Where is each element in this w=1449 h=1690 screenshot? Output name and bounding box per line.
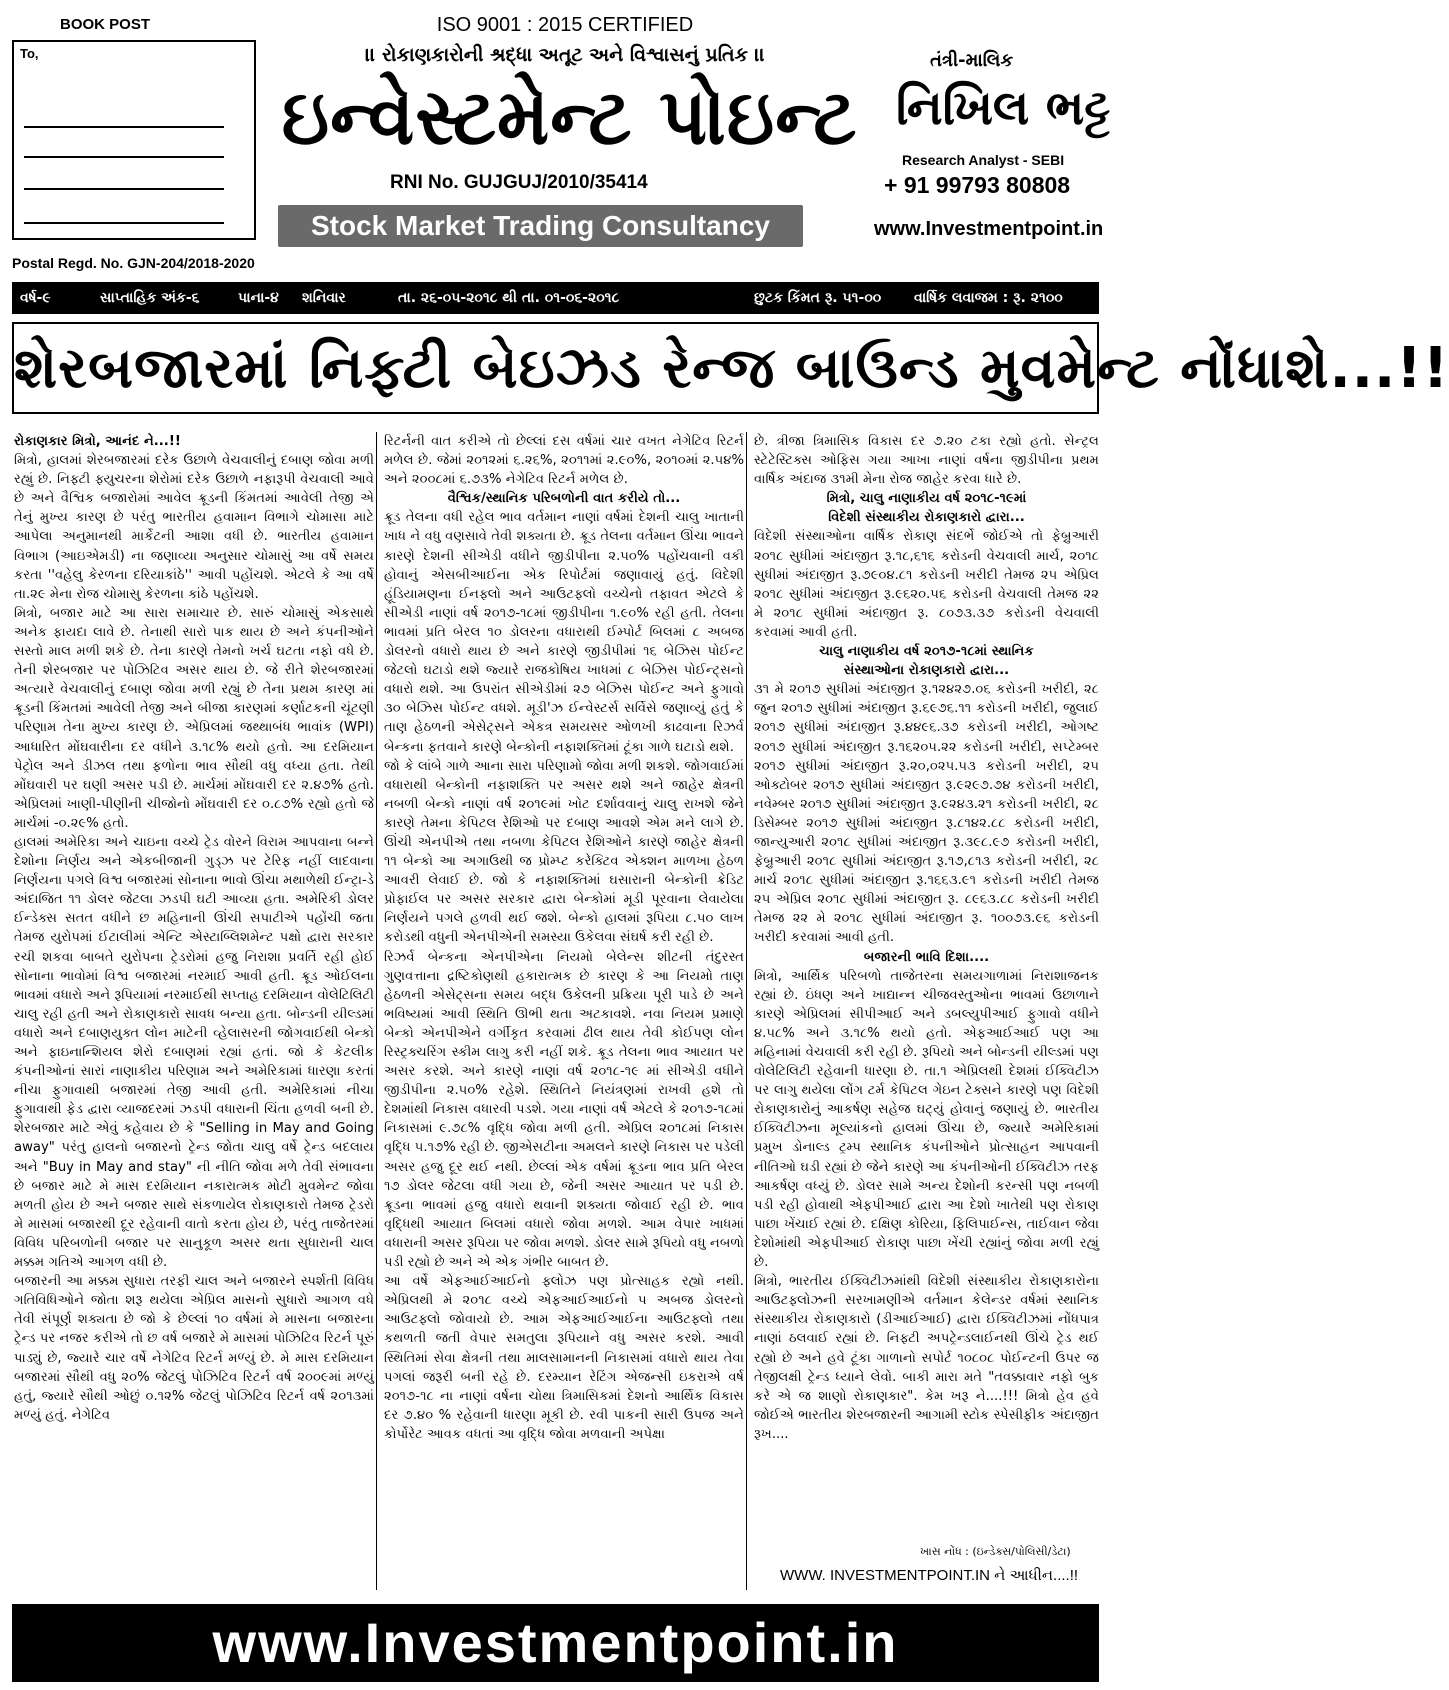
website-note-text: ને આધીન....!!: [994, 1567, 1079, 1584]
article-paragraph: છે. ત્રીજા ત્રિમાસિક વિકાસ દર ૭.૨૦ ટકા રહ્યો હતો. સેન્ટ્રલ સ્ટેટેસ્ટિક્સ ઓફિસ ગયા આખા નાણાં વર્ષના જીડીપીના પ્રથમ વાર્ષિક અંદાજ ૩૧મી મેના રોજ જાહેર કરવા ધારે છે.: [754, 434, 1099, 488]
address-to-label: To,: [20, 46, 39, 61]
article-subheading: ચાલુ નાણાકીય વર્ષ ૨૦૧૭-૧૮માં સ્થાનિક સંસ્થાઓના રોકાણકારો દ્વારા...: [819, 644, 1034, 679]
main-headline: શેરબજારમાં નિફ્ટી બેઇઝડ રેન્જ બાઉન્ડ મુવમેન્ટ નોંધાશે...!!: [14, 336, 1449, 401]
article-greeting: રોકાણકાર મિત્રો, આનંદ ને...!!: [14, 434, 181, 449]
column-divider: [746, 432, 747, 1590]
article-paragraph: હાલમાં અમેરિકા અને ચાઇના વચ્ચે ટ્રેડ વોરને વિરામ આપવાના બન્ને દેશોના નિર્ણય અને એકબીજાની ગુડ્ઝ પર ટેરિફ નહીં લાદવાના નિર્ણયના પગલે વિશ્વ બજારમાં સોનાના ભાવો ઊંચા મથાળેથી ઈન્ટ્રા-ડે અંદાજિત ૧૧ ડોલર જેટલા ઝડપી ઘટી આવ્યા હતા. અમેરિકી ડોલર ઈન્ડેક્સ સતત વધીને છ મહિનાની ઊંચી સપાટીએ પહોંચી જતા તેમજ યુરોપમાં ઈટાલીમાં એન્ટિ એસ્ટાબ્લિશમેન્ટ પક્ષો દ્વારા સરકાર રચી શકવા બાબતે યુરોપના ટ્રેડરોમાં હજુ નિરાશા પ્રવર્તિ રહી હોઈ સોનાના ભાવોમાં વિશ્વ બજારમાં નરમાઈ આવી હતી. ક્રૂડ ઓઈલના ભાવમાં વધારો અને રૂપિયામાં નરમાઈથી સપ્તાહ દરમિયાન વોલેટિલિટી ચાલુ રહી હતી અને રોકાણકારો સાવધ બન્યા હતા. બોન્ડની યીલ્ડમાં વધારો અને દબાણયુક્ત લોન માટેની વ્હેલાસરની જોગવાઈથી બેન્કો અને ફાઇનાન્શિયલ શેરો દબાણમાં રહ્યાં હતાં. જો કે કેટલીક કંપનીઓનાં સારાં નાણાકીય પરિણામ અને અમેરિકામાં ધારણા કરતાં નીચા ફુગાવાથી બજારમાં તેજી આવી હતી. અમેરિકામાં નીચા ફુગાવાથી ફેડ દ્વારા વ્યાજદરમાં ઝડપી વધારાની ચિંતા હળવી બની છે. શેરબજાર માટે એવું કહેવાય છે કે "Selling in May and Going away" પરંતુ હાલનો બજારનો ટ્રેન્ડ જોતા ચાલુ વર્ષે ટ્રેન્ડ બદલાય અને "Buy in May and stay" ની નીતિ જોવા મળે તેવી સંભાવના છે બજાર માટે મે માસ દરમિયાન નકારાત્મક મોટી મુવમેન્ટ જોવા મળતી હોય છે અને બજાર સાથે સંકળાયેલ રોકાણકારો તેમજ ટ્રેડરો મે માસમાં બજારથી દૂર રહેવાની વાતો કરતા હોય છે, પરંતુ તાજેતરમાં વિવિધ પરિબળોની બજાર પર સાનુકૂળ અસર થતા સુધારાની ચાલ મક્કમ ગતિએ આગળ વધી છે.: [14, 834, 374, 1271]
article-paragraph: મિત્રો, ભારતીય ઈક્વિટીઝમાંથી વિદેશી સંસ્થાકીય રોકાણકારોના આઉટફ્લોઝની સરખામણીએ વર્તમાન કેલેન્ડર વર્ષમાં સ્થાનિક સંસ્થાકીય રોકાણકારો (ડીઆઈઆઈ) દ્વારા ઈક્વિટીઝમાં નોંધપાત્ર નાણાં ઠલવાઈ રહ્યાં છે. નિફ્ટી અપટ્રેન્ડલાઈનથી ઊંચે ટ્રેડ થઈ રહ્યો છે અને હવે ટૂંકા ગાળાનો સપોર્ટ ૧૦૮૦૮ પોઈન્ટની ઉપર જ તેજીલક્ષી ટ્રેન્ડ ધ્યાને લેવો. બાકી મારા મતે "તવક્કાવાર નફો બુક કરે એ જ શાણો રોકાણકાર". કેમ ખરૂ ને....!!! મિત્રો હેવ હવે જોઈએ ભારતીય શેરબજારની આગામી સ્ટોક સ્પેસીફીક અંદાજીત રૂખ....: [754, 1274, 1099, 1442]
volume-year: વર્ષ-૯: [20, 290, 51, 306]
book-post-label: BOOK POST: [60, 16, 151, 33]
source-note: ખાસ નોંધ : (ઇન્ડેક્સ/પોલિસી/ડેટા): [920, 1545, 1071, 1558]
footer-website-banner[interactable]: www.Investmentpoint.in: [12, 1604, 1099, 1682]
article-subheading: વૈશ્વિક/સ્થાનિક પરિબળોની વાત કરીયે તો...: [447, 491, 681, 507]
article-column-1: [14, 432, 374, 1594]
article-subheading: મિત્રો, ચાલુ નાણાકીય વર્ષ ૨૦૧૮-૧૯માં વિદેશી સંસ્થાકીય રોકાણકારો દ્વારા...: [826, 491, 1027, 526]
research-analyst-label: Research Analyst - SEBI: [902, 152, 1065, 168]
article-paragraph: રિઝર્વ બેન્કના એનપીએના નિયમો બેલેન્સ શીટની તંદુરસ્ત ગુણવત્તાના દ્રષ્ટિકોણથી હકારાત્મક છે કારણ કે આ નિયમો તાણ હેઠળની એસેટ્સના સમય બદ્ધ ઉકેલની પ્રક્રિયા પૂરી પાડે છે અને ભવિષ્યમાં આવી સ્થિતિ ઊભી થતા અટકાવશે. નવા નિયમ પ્રમાણે બેન્કો એનપીએને વર્ગીકૃત કરવામાં ઢીલ થાય તેવી કોઈપણ લોન રિસ્ટ્રક્ચરિંગ સ્કીમ લાગુ કરી નહીં શકે. ક્રૂડ તેલના ભાવ આયાત પર અસર કરશે. અને કારણે નાણાં વર્ષ ૨૦૧૮-૧૯ માં સીએડી વધીને જીડીપીના ૨.૫૦% રહેશે. સ્થિતિને નિયંત્રણમાં રાખવી હશે તો દેશમાંથી નિકાસ વધારવી પડશે. ગયા નાણાં વર્ષ એટલે કે ૨૦૧૭-૧૮માં નિકાસમાં ૯.૭૮% વૃદ્ધિ જોવા મળી હતી. એપ્રિલ ૨૦૧૮માં નિકાસ વૃદ્ધિ ૫.૧૭% રહી છે. જીએસટીના અમલને કારણે નિકાસ પર પડેલી અસર હજુ દૂર થઈ નથી. છેલ્લાં એક વર્ષમાં ક્રૂડના ભાવ પ્રતિ બેરલ ૧૭ ડોલર જેટલા વધી ગયા છે, જેની અસર આયાત પર પડી છે. ક્રૂડના ભાવમાં હજુ વધારો થવાની શક્યતા જોવાઈ રહી છે. ભાવ વૃદ્ધિથી આયાત બિલમાં વધારો જોવા મળશે. આમ વેપાર ખાધમાં વધારાની અસર રૂપિયા પર જોવા મળશે. ડોલર સામે રૂપિયો વધુ નબળો પડી રહ્યો છે અને એ એક ગંભીર બાબત છે.: [384, 949, 744, 1271]
article-paragraph: મિત્રો, હાલમાં શેરબજારમાં દરેક ઉછાળે વેચવાલીનું દબાણ જોવા મળી રહ્યું છે. નિફ્ટી ફ્યુચરના શેરોમાં દરેક ઉછાળે નફારૂપી વેચવાલી આવે છે અને વૈશ્વિક બજારોમાં આવેલ ક્રૂડની કિંમતમાં આવેલી તેજી એ તેનું મુખ્ય કારણ છે પરંતુ ભારતીય હવામાન વિભાગે ચોમાસા માટે આપેલા અનુમાનથી માર્કેટની આશા વધી છે. ભારતીય હવામાન વિભાગ (આઇએમડી) ના જણાવ્યા અનુસાર ચોમાસું આ વર્ષે સમય કરતા ''વહેલુ કેરળના દરિયાકાંઠે'' આવી પહોંચશે. એટલે કે આ વર્ષે તા.૨૯ મેના રોજ ચોમાસુ કેરળના કાંઠે પહોંચશે.: [14, 453, 374, 602]
annual-subscription: વાર્ષિક લવાજમ : રૂ. ૨૧૦૦: [914, 290, 1063, 306]
article-paragraph: વિદેશી સંસ્થાઓના વાર્ષિક રોકાણ સંદર્ભે જોઈએ તો ફેબ્રુઆરી ૨૦૧૮ સુધીમાં અંદાજીત રૂ.૧૮,૬૧૬ કરોડની વેચવાલી માર્ચ, ૨૦૧૮ સુધીમાં અંદાજીત રૂ.૭૯૦૪.૮૧ કરોડની ખરીદી તેમજ ૨૫ એપ્રિલ ૨૦૧૮ સુધીમાં અંદાજીત રૂ.૯૬૨૦.૫૬ કરોડની વેચવાલી તેમજ ૨૨ મે ૨૦૧૮ સુધીમાં અંદાજીત રૂ. ૮૦૭૩.૩૭ કરોડની વેચવાલી કરવામાં આવી હતી.: [754, 529, 1099, 640]
article-paragraph: જો કે લાંબે ગાળે આના સારા પરિણામો જોવા મળી શકશે. જોગવાઈમાં વધારાથી બેન્કોની નફાશક્તિ પર અસર થશે અને જાહેર ક્ષેત્રની નબળી બેન્કો નાણાં વર્ષ ૨૦૧૯માં ખોટ દર્શાવવાનું ચાલુ રાખશે જેને કારણે તેમના કેપિટલ રેશિઓ પર દબાણ આવશે એમ મને લાગે છે. ઊંચી એનપીએ તથા નબળા કેપિટલ રેશિઓને કારણે જાહેર ક્ષેત્રની ૧૧ બેન્કો આ અગાઉથી જ પ્રોમ્પ્ટ કરેક્ટિવ એક્શન માળખા હેઠળ આવરી લેવાઈ છે. જો કે નફાશક્તિમાં ઘસારાની બેન્કોની ક્રેડિટ પ્રોફાઈલ પર અસર સરકાર દ્વારા બેન્કોમાં મૂડી પૂરવાના લેવાયેલા નિર્ણયને પગલે હળવી થઈ જશે. બેન્કો હાલમાં રૂપિયા ૮.૫૦ લાખ કરોડથી વધુની એનપીએની સમસ્યા ઉકેલવા સંઘર્ષ કરી રહી છે.: [384, 758, 744, 946]
editor-name: નિખિલ ભટ્ટ: [896, 80, 1111, 136]
address-box: [12, 40, 256, 240]
column-divider: [376, 432, 377, 1590]
issue-number: સાપ્તાહિક અંક-૬: [100, 290, 200, 306]
weekday: શનિવાર: [302, 290, 346, 306]
address-line: [24, 222, 224, 224]
article-paragraph: મિત્રો, બજાર માટે આ સારા સમાચાર છે. સારું ચોમાસું એકસાથે અનેક ફાયદા લાવે છે. તેનાથી સારો પાક થાય છે અને કંપનીઓને સસ્તો માલ મળી શકે છે. તેના કારણે તેમનો ખર્ચ ઘટતા નફો વધે છે. તેની શેરબજાર પર પોઝિટિવ અસર થાય છે. જે રીતે શેરબજારમાં અત્યારે વેચવાલીનું દબાણ જોવા મળી રહ્યું છે તેના પ્રથમ કારણ માં ક્રૂડની કિંમતમાં આવેલી તેજી અને બીજા કારણમાં કર્ણાટકની ચૂંટણી પરિણામ તેના મુખ્ય કારણ છે. એપ્રિલમાં જથ્થાબંધ ભાવાંક (WPI) આધારિત મોંઘવારીના દર વધીને ૩.૧૮% થયો હતો. આ દરમિયાન પેટ્રોલ અને ડીઝલ તથા ફળોના ભાવ સૌથી વધુ વધ્યા હતા. તેથી મોંઘવારી પર ઘણી અસર પડી છે. માર્ચમાં મોંઘવારી દર ૨.૪૭% હતો. એપ્રિલમાં ખાણી-પીણીની ચીજોનો મોંઘવારી દર ૦.૮૭% રહ્યો હતો જે માર્ચમાં -૦.૨૯% હતો.: [14, 605, 374, 831]
address-line: [24, 188, 224, 190]
article-column-3: [754, 432, 1099, 1462]
editor-label: તંત્રી-માલિક: [930, 50, 1014, 71]
headline-box: [12, 322, 1449, 414]
article-paragraph: આ વર્ષે એફઆઈઆઈનો ફ્લોઝ પણ પ્રોત્સાહક રહ્યો નથી. એપ્રિલથી મે ૨૦૧૮ વચ્ચે એફઆઈઆઈનો ૫ અબજ ડોલરનો આઉટફ્લો જોવાયો છે. આમ એફઆઈઆઈના આઉટફ્લો તથા કથળતી જતી વેપાર સમતુલા રૂપિયાને વધુ અસર કરશે. આવી સ્થિતિમાં સેવા ક્ષેત્રની તથા માલસામાનની નિકાસમાં વધારો થાય તેવા પગલાં જરૂરી બની રહે છે. દરમ્યાન રેટિંગ એજન્સી ઇકરાએ વર્ષ ૨૦૧૭-૧૮ ના નાણાં વર્ષના ચોથા ત્રિમાસિકમાં દેશનો આર્થિક વિકાસ દર ૭.૪૦ % રહેવાની ધારણા મૂકી છે. રવી પાકની સારી ઉપજ અને કોર્પોરેટ આવક વધતાં આ વૃદ્ધિ જોવા મળવાની અપેક્ષા: [384, 1274, 744, 1442]
article-paragraph: બજારની આ મક્કમ સુધારા તરફી ચાલ અને બજારને સ્પર્શતી વિવિધ ગતિવિધિઓને જોતા શરૂ થયેલા એપ્રિલ માસનો સુધારો આગળ વધે તેવી સંપૂર્ણ શક્યતા છે જો કે છેલ્લાં ૧૦ વર્ષમાં મે માસના બજારના ટ્રેન્ડ પર નજર કરીએ તો છ વર્ષ બજારે મે માસમાં પોઝિટિવ રિટર્ન પૂરું પાડ્યું છે, જ્યારે ચાર વર્ષે નેગેટિવ રિટર્ન મળ્યું છે. મે માસ દરમિયાન બજારમાં સૌથી વધુ ૨૦% જેટલું પોઝિટિવ રિટર્ન વર્ષ ૨૦૦૯માં મળ્યું હતું, જ્યારે સૌથી ઓછું ૦.૧૨% જેટલું પોઝિટિવ રિટર્ન વર્ષ ૨૦૧૩માં મળ્યું હતું. નેગેટિવ: [14, 1274, 374, 1423]
address-line: [24, 126, 224, 128]
iso-certification: ISO 9001 : 2015 CERTIFIED: [436, 14, 694, 36]
website-link[interactable]: www.Investmentpoint.in: [874, 218, 1104, 240]
website-note: [780, 1567, 1078, 1584]
article-paragraph: ૩૧ મે ૨૦૧૭ સુધીમાં અંદાજીત રૂ.૧૨૪૨૭.૦૬ કરોડની ખરીદી, ૨૮ જુન ૨૦૧૭ સુધીમાં અંદાજીત રૂ.૬૯૭૬.૧૧ કરોડની ખરીદી, જુલાઈ ૨૦૧૭ સુધીમાં અંદાજીત રૂ.૪૪૯૬.૩૭ કરોડની ખરીદી, ઓગષ્ટ ૨૦૧૭ સુધીમાં અંદાજીત રૂ.૧૬૨૦૫.૨૨ કરોડની ખરીદી, સપ્ટેમ્બર ૨૦૧૭ સુધીમાં અંદાજીત રૂ.૨૦,૦૨૫.૫૩ કરોડની ખરીદી, ૨૫ ઓક્ટોબર ૨૦૧૭ સુધીમાં અંદાજીત રૂ.૯૨૯૭.૭૪ કરોડની ખરીદી, નવેમ્બર ૨૦૧૭ સુધીમાં અંદાજીત રૂ.૯૨૪૩.૨૧ કરોડની ખરીદી, ૨૮ ડિસેમ્બર ૨૦૧૭ સુધીમાં અંદાજીત રૂ.૮૧૪૨.૮૮ કરોડની ખરીદી, જાન્યુઆરી ૨૦૧૮ સુધીમાં અંદાજીત રૂ.૩૯૮.૯૭ કરોડની ખરીદી, ફેબ્રુઆરી ૨૦૧૮ સુધીમાં અંદાજીત રૂ.૧૭,૮૧૩ કરોડની ખરીદી, ૨૮ માર્ચ ૨૦૧૮ સુધીમાં અંદાજીત રૂ.૧૬૬૩.૯૧ કરોડની ખરીદી તેમજ ૨૫ એપ્રિલ ૨૦૧૮ સુધીમાં અંદાજીત રૂ. ૮૯૬૩.૮૮ કરોડની ખરીદી તેમજ ૨૨ મે ૨૦૧૮ સુધીમાં અંદાજીત રૂ. ૧૦૦૭૩.૯૬ કરોડની ખરીદી કરવામાં આવી હતી.: [754, 682, 1099, 946]
article-paragraph: રિટર્નની વાત કરીએ તો છેલ્લાં દસ વર્ષમાં ચાર વખત નેગેટિવ રિટર્ન મળેલ છે. જેમાં ૨૦૧૨માં ૬.૨૬%, ૨૦૧૧માં ૨.૯૦%, ૨૦૧૦માં ૨.૫૪% અને ૨૦૦૮માં ૬.૭૩% નેગેટિવ રિટર્ન મળેલ છે.: [384, 434, 744, 488]
page-count: પાના-૪: [238, 290, 279, 306]
phone-number: + 91 99793 80808: [884, 172, 1071, 198]
issue-date-range: તા. ૨૬-૦૫-૨૦૧૮ થી તા. ૦૧-૦૬-૨૦૧૮: [398, 290, 620, 306]
address-line: [24, 156, 224, 158]
tagline: ।। રોકાણકારોની શ્રદ્ધા અતૂટ અને વિશ્વાસનું પ્રતિક ।।: [365, 44, 765, 66]
article-paragraph: મિત્રો, આર્થિક પરિબળો તાજેતરના સમયગાળામાં નિરાશાજનક રહ્યાં છે. ઇંધણ અને ખાદ્યાન્ન ચીજવસ્તુઓના ભાવમાં ઉછાળાને કારણે એપ્રિલમાં સીપીઆઈ અને ડબલ્યુપીઆઈ ફુગાવો વધીને ૪.૫૮% અને ૩.૧૮% થયો હતો. એફઆઈઆઈ પણ આ મહિનામાં વેચવાલી કરી રહી છે. રૂપિયો અને બોન્ડની યીલ્ડમાં પણ વોલેટિલિટી રહેવાની ધારણા છે. તા.૧ એપ્રિલથી દેશમાં ઈક્વિટીઝ પર લાગુ થયેલા લોંગ ટર્મ કેપિટલ ગેઇન ટેક્સને કારણે પણ વિદેશી રોકાણકારોનું આકર્ષણ સહેજ ઘટ્યું હોવાનું જણાયું છે. ભારતીય ઈક્વિટીઝના મૂલ્યાંકનો હાલમાં ઊંચા છે, જ્યારે અમેરિકામાં પ્રમુખ ડોનાલ્ડ ટ્રમ્પ સ્થાનિક કંપનીઓને પ્રોત્સાહન આપવાની નીતિઓ ઘડી રહ્યાં છે જેને કારણે આ કંપનીઓની ઈક્વિટીઝ તરફ આકર્ષણ વધ્યું છે. ડોલર સામે અન્ય દેશોની કરન્સી પણ નબળી પડી રહી હોવાથી એફપીઆઈ દ્વારા આ દેશો ખાતેથી પણ રોકાણ પાછા ખેંચાઈ રહ્યાં છે. દક્ષિણ કોરિયા, ફિલિપાઈન્સ, તાઈવાન જેવા દેશોમાંથી એફપીઆઈ રોકાણ પાછા ખેંચી રહ્યાંનું જોવા મળી રહ્યું છે.: [754, 968, 1099, 1271]
issue-price: છુટક કિંમત રૂ. ૫૧-૦૦: [754, 290, 882, 306]
website-note-link[interactable]: WWW. INVESTMENTPOINT.IN: [780, 1567, 990, 1584]
rni-number: RNI No. GUJGUJ/2010/35414: [390, 172, 648, 193]
consultancy-banner: Stock Market Trading Consultancy: [278, 205, 803, 247]
article-subheading: બજારની ભાવિ દિશા....: [863, 949, 990, 965]
postal-registration: Postal Regd. No. GJN-204/2018-2020: [12, 255, 255, 271]
article-paragraph: ક્રૂડ તેલના વધી રહેલ ભાવ વર્તમાન નાણાં વર્ષમાં દેશની ચાલુ ખાતાની ખાધ ને વધુ વણસાવે તેવી શક્યતા છે. ક્રૂડ તેલના વર્તમાન ઊંચા ભાવને કારણે દેશની સીએડી વધીને જીડીપીના ૨.૫૦% પહોંચવાની વકી હોવાનું એસબીઆઈના એક રિપોર્ટમાં જણાવાયું હતું. વિદેશી હૂંડિયામણના ઈનફ્લો અને આઉટફ્લો વચ્ચેનો તફાવત એટલે કે સીએડી નાણાં વર્ષ ૨૦૧૭-૧૮માં જીડીપીના ૧.૯૦% રહી હતી. તેલના ભાવમાં પ્રતિ બેરલ ૧૦ ડોલરના વધારાથી ઈમ્પોર્ટ બિલમાં ૮ અબજ ડોલરનો વધારો થાય છે અને કારણે જીડીપીમાં ૧૬ બેઝિસ પોઈન્ટ જેટલો ઘટાડો થશે જ્યારે રાજકોષિય ખાધમાં ૮ બેઝિસ પોઈન્ટ્સનો વધારો થશે. આ ઉપરાંત સીએડીમાં ૨૭ બેઝિસ પોઈન્ટ અને ફુગાવો ૩૦ બેઝિસ પોઈન્ટ વધશે. મૂડી'ઝ ઈન્વેસ્ટર્સ સર્વિસે જણાવ્યું હતું કે તાણ હેઠળની એસેટ્સને એકત્ર સમયસર ઓળખી કાઢવાના રિઝર્વ બેન્કના ફતવાને કારણે બેન્કોની નફાશક્તિમાં ટૂંકા ગાળે ઘટાડો થશે.: [384, 510, 744, 755]
article-column-2: [384, 432, 744, 1592]
issue-info-bar: [12, 282, 1099, 314]
newspaper-title: ઇન્વેસ્ટમેન્ટ પોઇન્ટ: [281, 71, 858, 163]
